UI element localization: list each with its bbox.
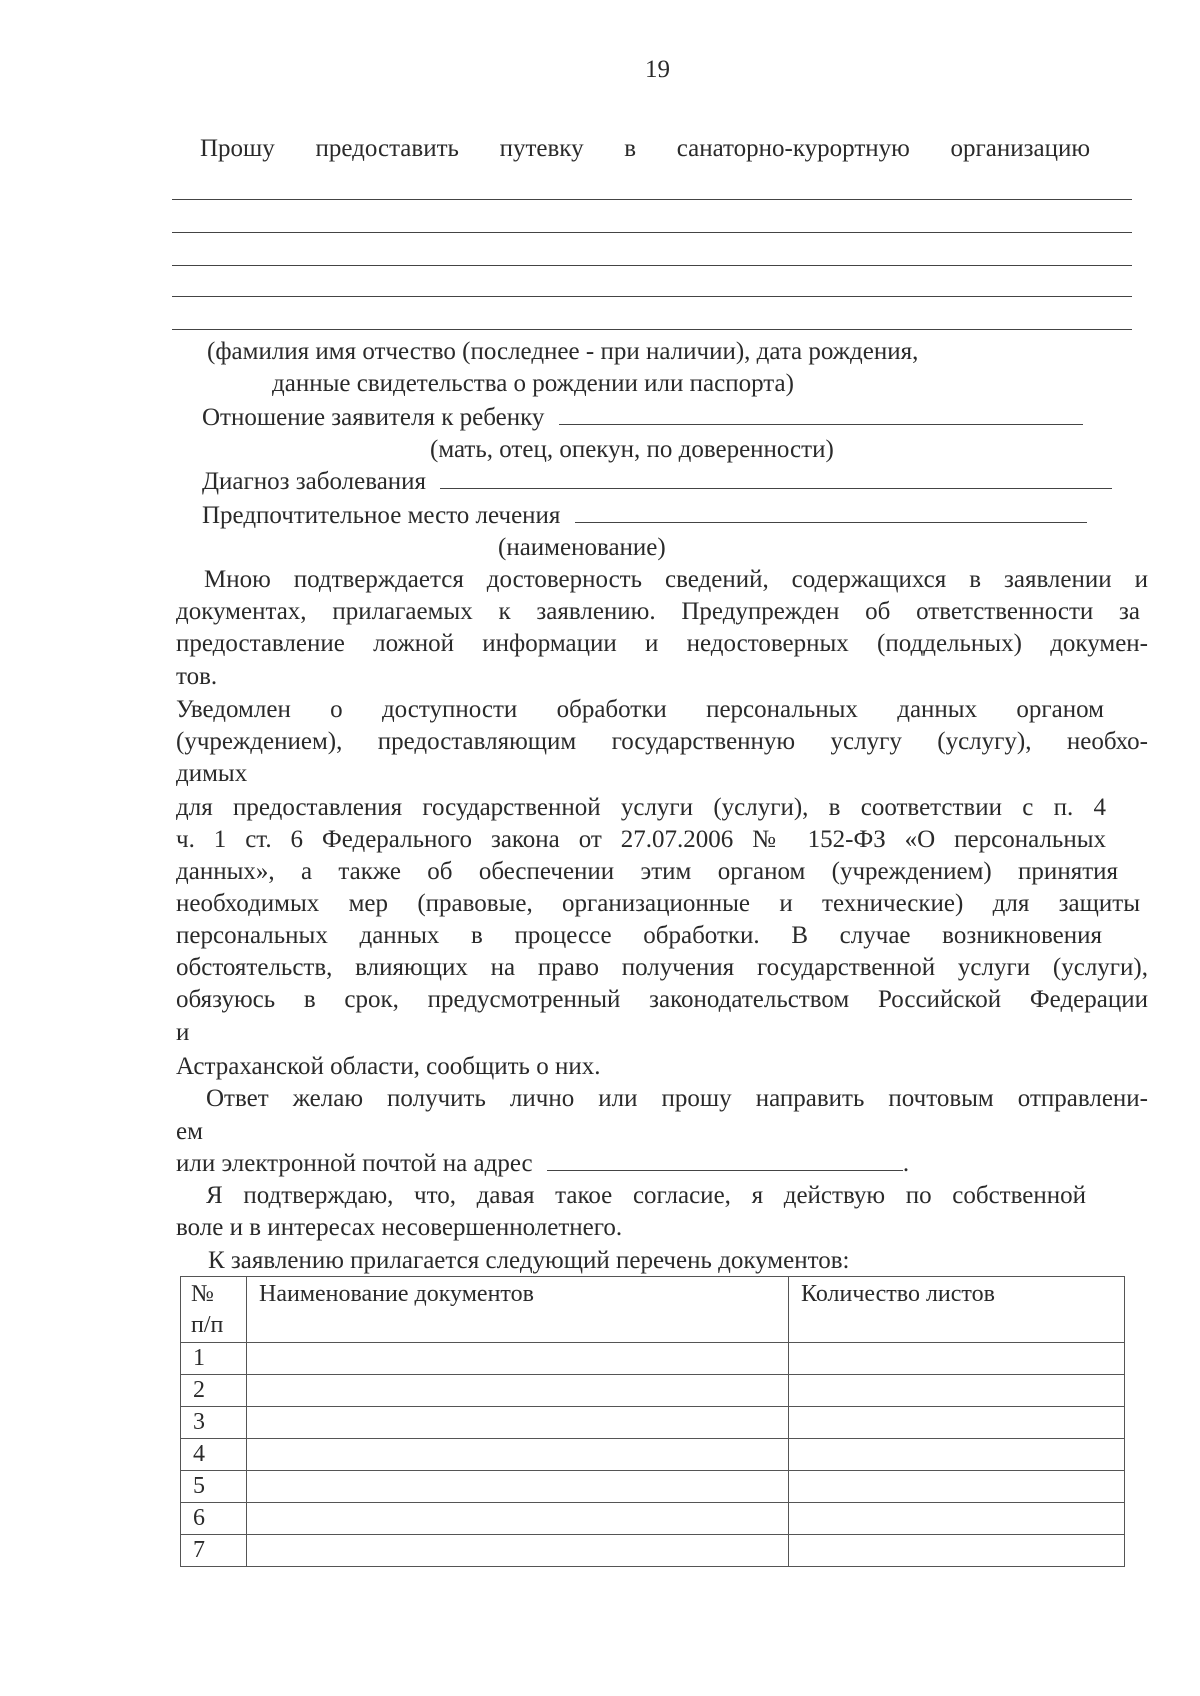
sheet-count-cell[interactable]: [789, 1535, 1125, 1567]
notice-line: (учреждением), предоставляющим государственную услугу (услугу), необхо-: [176, 728, 1148, 755]
notice-line: для предоставления государственной услуги (услуги), в соответствии с п. 4: [176, 794, 1106, 821]
row-number: 2: [181, 1375, 247, 1407]
request-line: [200, 133, 1090, 165]
email-label: или электронной почтой на адрес: [176, 1150, 533, 1177]
table-row: [181, 1439, 1125, 1471]
sheet-count-cell[interactable]: [789, 1471, 1125, 1503]
header-num-line1: №: [191, 1281, 214, 1307]
email-row: [176, 1148, 909, 1180]
doc-name-cell[interactable]: [247, 1407, 789, 1439]
notice-line: обязуюсь в срок, предусмотренный законодательством Российской Федерации: [176, 986, 1148, 1013]
row-number: 7: [181, 1535, 247, 1567]
header-sheet-count: Количество листов: [789, 1277, 1125, 1343]
notice-line: необходимых мер (правовые, организационные и технические) для защиты: [176, 890, 1140, 917]
fill-line[interactable]: [172, 329, 1132, 330]
notice-line: данных», а также об обеспечении этим органом (учреждением) принятия: [176, 858, 1118, 885]
email-end: .: [902, 1150, 910, 1177]
notice-line: Уведомлен о доступности обработки персональных данных органом: [176, 696, 1104, 723]
relation-field[interactable]: [559, 402, 1083, 425]
answer-line: Ответ желаю получить лично или прошу направить почтовым отправлени-: [206, 1085, 1148, 1112]
confirmation-line: Мною подтверждается достоверность сведений, содержащихся в заявлении и: [204, 566, 1148, 593]
attachments-intro: К заявлению прилагается следующий перечень документов:: [208, 1247, 850, 1274]
confirmation-last: тов.: [176, 663, 218, 690]
notice-break: и: [176, 1019, 190, 1046]
request-word: санаторно-курортную: [676, 135, 910, 162]
place-row: [202, 500, 1087, 532]
sheet-count-cell[interactable]: [789, 1375, 1125, 1407]
fio-caption-line2: данные свидетельства о рождении или паспорта): [272, 370, 794, 397]
sheet-count-cell[interactable]: [789, 1439, 1125, 1471]
request-word: организацию: [950, 135, 1090, 162]
doc-name-cell[interactable]: [247, 1471, 789, 1503]
doc-name-cell[interactable]: [247, 1439, 789, 1471]
sheet-count-cell[interactable]: [789, 1407, 1125, 1439]
fill-line[interactable]: [172, 199, 1132, 200]
doc-name-cell[interactable]: [247, 1375, 789, 1407]
consent-line: воле и в интересах несовершеннолетнего.: [176, 1214, 623, 1241]
row-number: 3: [181, 1407, 247, 1439]
notice-last: Астраханской области, сообщить о них.: [176, 1053, 601, 1080]
diagnosis-row: [202, 466, 1112, 498]
notice-break: димых: [176, 760, 248, 787]
place-caption: (наименование): [498, 534, 666, 561]
fill-line[interactable]: [172, 265, 1132, 266]
place-field[interactable]: [575, 500, 1087, 523]
request-word: путевку: [499, 135, 584, 162]
email-field[interactable]: [547, 1148, 903, 1171]
confirmation-line: предоставление ложной информации и недостоверных (поддельных) докумен-: [176, 630, 1148, 657]
table-row: [181, 1503, 1125, 1535]
table-row: [181, 1407, 1125, 1439]
request-word: в: [624, 135, 637, 162]
header-num: [181, 1277, 247, 1343]
doc-name-cell[interactable]: [247, 1343, 789, 1375]
attachments-table: [180, 1276, 1125, 1567]
page-number: 19: [645, 56, 670, 83]
table-row: [181, 1343, 1125, 1375]
table-row: [181, 1375, 1125, 1407]
table-header-row: [181, 1277, 1125, 1343]
relation-label: Отношение заявителя к ребенку: [202, 404, 545, 431]
row-number: 4: [181, 1439, 247, 1471]
diagnosis-field[interactable]: [440, 466, 1112, 489]
sheet-count-cell[interactable]: [789, 1503, 1125, 1535]
fill-line[interactable]: [172, 232, 1132, 233]
confirmation-line: документах, прилагаемых к заявлению. Предупрежден об ответственности за: [176, 598, 1140, 625]
header-num-line2: п/п: [191, 1312, 224, 1338]
fio-caption-line1: (фамилия имя отчество (последнее - при наличии), дата рождения,: [207, 338, 919, 365]
consent-line: Я подтверждаю, что, давая такое согласие, я действую по собственной: [206, 1182, 1086, 1209]
header-doc-name: Наименование документов: [247, 1277, 789, 1343]
doc-name-cell[interactable]: [247, 1503, 789, 1535]
row-number: 1: [181, 1343, 247, 1375]
request-word: Прошу: [200, 135, 275, 162]
notice-line: персональных данных в процессе обработки. В случае возникновения: [176, 922, 1102, 949]
request-word: предоставить: [315, 135, 459, 162]
relation-row: [202, 402, 1083, 434]
table-row: [181, 1471, 1125, 1503]
notice-line: обстоятельств, влияющих на право получения государственной услуги (услуги),: [176, 954, 1148, 981]
sheet-count-cell[interactable]: [789, 1343, 1125, 1375]
row-number: 5: [181, 1471, 247, 1503]
notice-line: ч. 1 ст. 6 Федерального закона от 27.07.2006 № 152-ФЗ «О персональных: [176, 826, 1106, 853]
relation-caption: (мать, отец, опекун, по доверенности): [430, 436, 834, 463]
table-row: [181, 1535, 1125, 1567]
row-number: 6: [181, 1503, 247, 1535]
place-label: Предпочтительное место лечения: [202, 502, 561, 529]
answer-break: ем: [176, 1118, 203, 1145]
diagnosis-label: Диагноз заболевания: [202, 468, 427, 495]
doc-name-cell[interactable]: [247, 1535, 789, 1567]
fill-line[interactable]: [172, 296, 1132, 297]
